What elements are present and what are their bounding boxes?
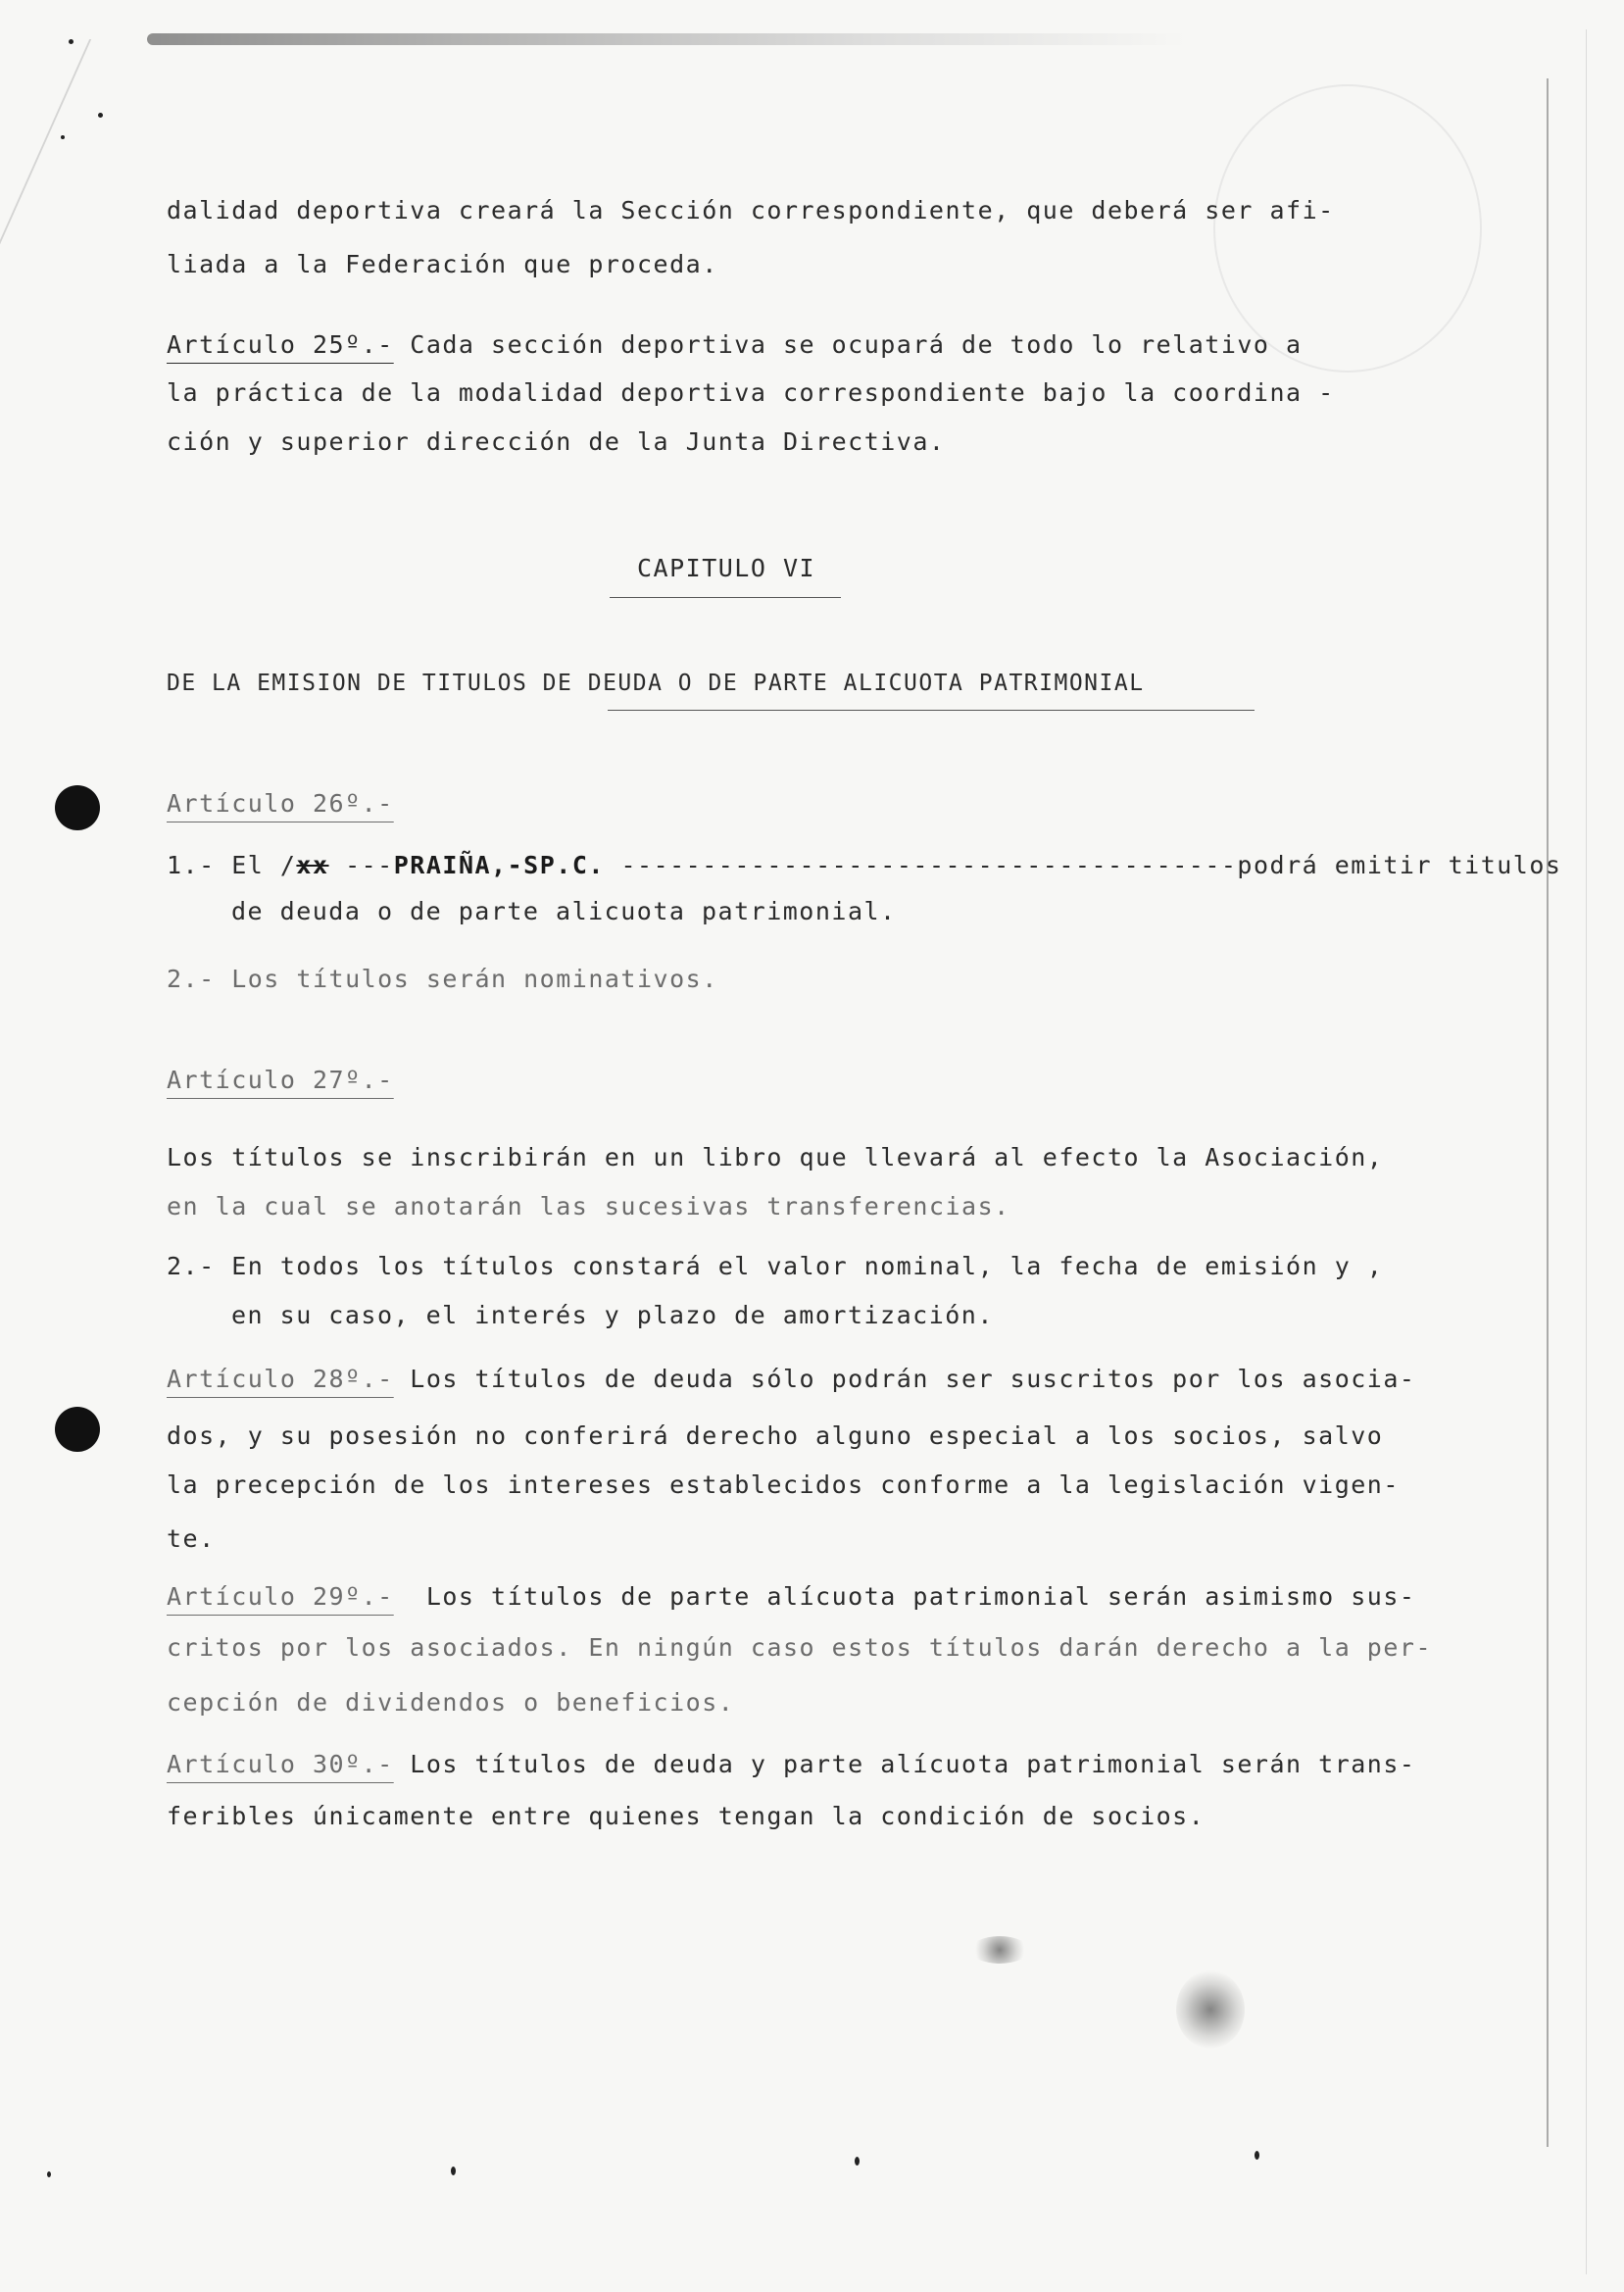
speck xyxy=(47,2171,51,2177)
text-line: Los títulos de deuda y parte alícuota patrimonial serán trans- xyxy=(393,1750,1416,1778)
article-30-title: Artículo 30º.- xyxy=(167,1750,394,1778)
filler-dashes: -------------------------------------- xyxy=(604,851,1238,879)
text-line: en la cual se anotarán las sucesivas transferencias. xyxy=(167,1192,1010,1221)
article-27-item-2: 2.- En todos los títulos constará el valor nominal, la fecha de emisión y , xyxy=(167,1252,1384,1280)
struck-text: xx xyxy=(296,851,329,879)
text-line: dalidad deportiva creará la Sección correspondiente, que deberá ser afi- xyxy=(167,196,1335,224)
text-line: te. xyxy=(167,1524,216,1553)
text-line: cepción de dividendos o beneficios. xyxy=(167,1688,735,1717)
text-line: la práctica de la modalidad deportiva correspondiente bajo la coordina - xyxy=(167,378,1335,407)
chapter-subtitle: DE LA EMISION DE TITULOS DE DEUDA O DE PARTE ALICUOTA PATRIMONIAL xyxy=(167,671,1145,696)
margin-rule xyxy=(1547,78,1549,2147)
text-line: Los títulos de deuda sólo podrán ser suscritos por los asocia- xyxy=(393,1365,1416,1393)
article-30 xyxy=(167,1748,1415,1781)
punch-hole-top xyxy=(55,785,100,830)
text-line: Cada sección deportiva se ocupará de todo lo relativo a xyxy=(393,330,1303,359)
text-line: critos por los asociados. En ningún caso estos títulos darán derecho a la per- xyxy=(167,1633,1432,1662)
speck xyxy=(98,113,103,118)
article-27-title: Artículo 27º.- xyxy=(167,1066,394,1094)
filler-dashes: --- xyxy=(328,851,394,879)
scan-top-shadow xyxy=(147,33,1186,45)
article-28-title: Artículo 28º.- xyxy=(167,1365,394,1393)
ink-smudge xyxy=(970,1936,1029,1964)
article-26-item-2: 2.- Los títulos serán nominativos. xyxy=(167,965,718,993)
speck xyxy=(451,2167,456,2175)
article-29 xyxy=(167,1580,1415,1614)
text-line: la precepción de los intereses establecidos conforme a la legislación vigen- xyxy=(167,1470,1400,1499)
article-29-title: Artículo 29º.- xyxy=(167,1582,394,1611)
speck xyxy=(69,39,74,44)
chapter-subtitle-underline xyxy=(608,710,1255,711)
speck xyxy=(855,2157,860,2166)
text-line: Los títulos se inscribirán en un libro que llevará al efecto la Asociación, xyxy=(167,1143,1384,1171)
text-line: Los títulos de parte alícuota patrimonial serán asimismo sus- xyxy=(393,1582,1416,1611)
text-fragment: podrá emitir titulos xyxy=(1237,851,1562,879)
chapter-title-underline xyxy=(610,597,841,598)
text-line: feribles únicamente entre quienes tengan la condición de socios. xyxy=(167,1802,1206,1830)
text-line: liada a la Federación que proceda. xyxy=(167,250,718,278)
speck xyxy=(61,135,65,139)
text-line: en su caso, el interés y plazo de amortización. xyxy=(231,1301,994,1329)
punch-hole-bottom xyxy=(55,1407,100,1452)
text-line: ción y superior dirección de la Junta Directiva. xyxy=(167,427,946,456)
text-fragment: 1.- El / xyxy=(167,851,297,879)
article-26-item-1 xyxy=(167,849,1561,882)
article-26-title: Artículo 26º.- xyxy=(167,789,394,818)
article-25 xyxy=(167,328,1303,362)
entity-name: PRAIÑA,-SP.C. xyxy=(393,851,605,879)
scan-left-edge xyxy=(0,39,199,265)
text-line: de deuda o de parte alicuota patrimonial. xyxy=(231,897,897,925)
article-25-title: Artículo 25º.- xyxy=(167,330,394,359)
chapter-title: CAPITULO VI xyxy=(637,554,816,582)
text-line: dos, y su posesión no conferirá derecho alguno especial a los socios, salvo xyxy=(167,1421,1384,1450)
article-28 xyxy=(167,1363,1415,1396)
page-edge-rule xyxy=(1586,29,1587,2274)
ink-smudge xyxy=(1176,1970,1245,2049)
speck xyxy=(1255,2151,1259,2160)
